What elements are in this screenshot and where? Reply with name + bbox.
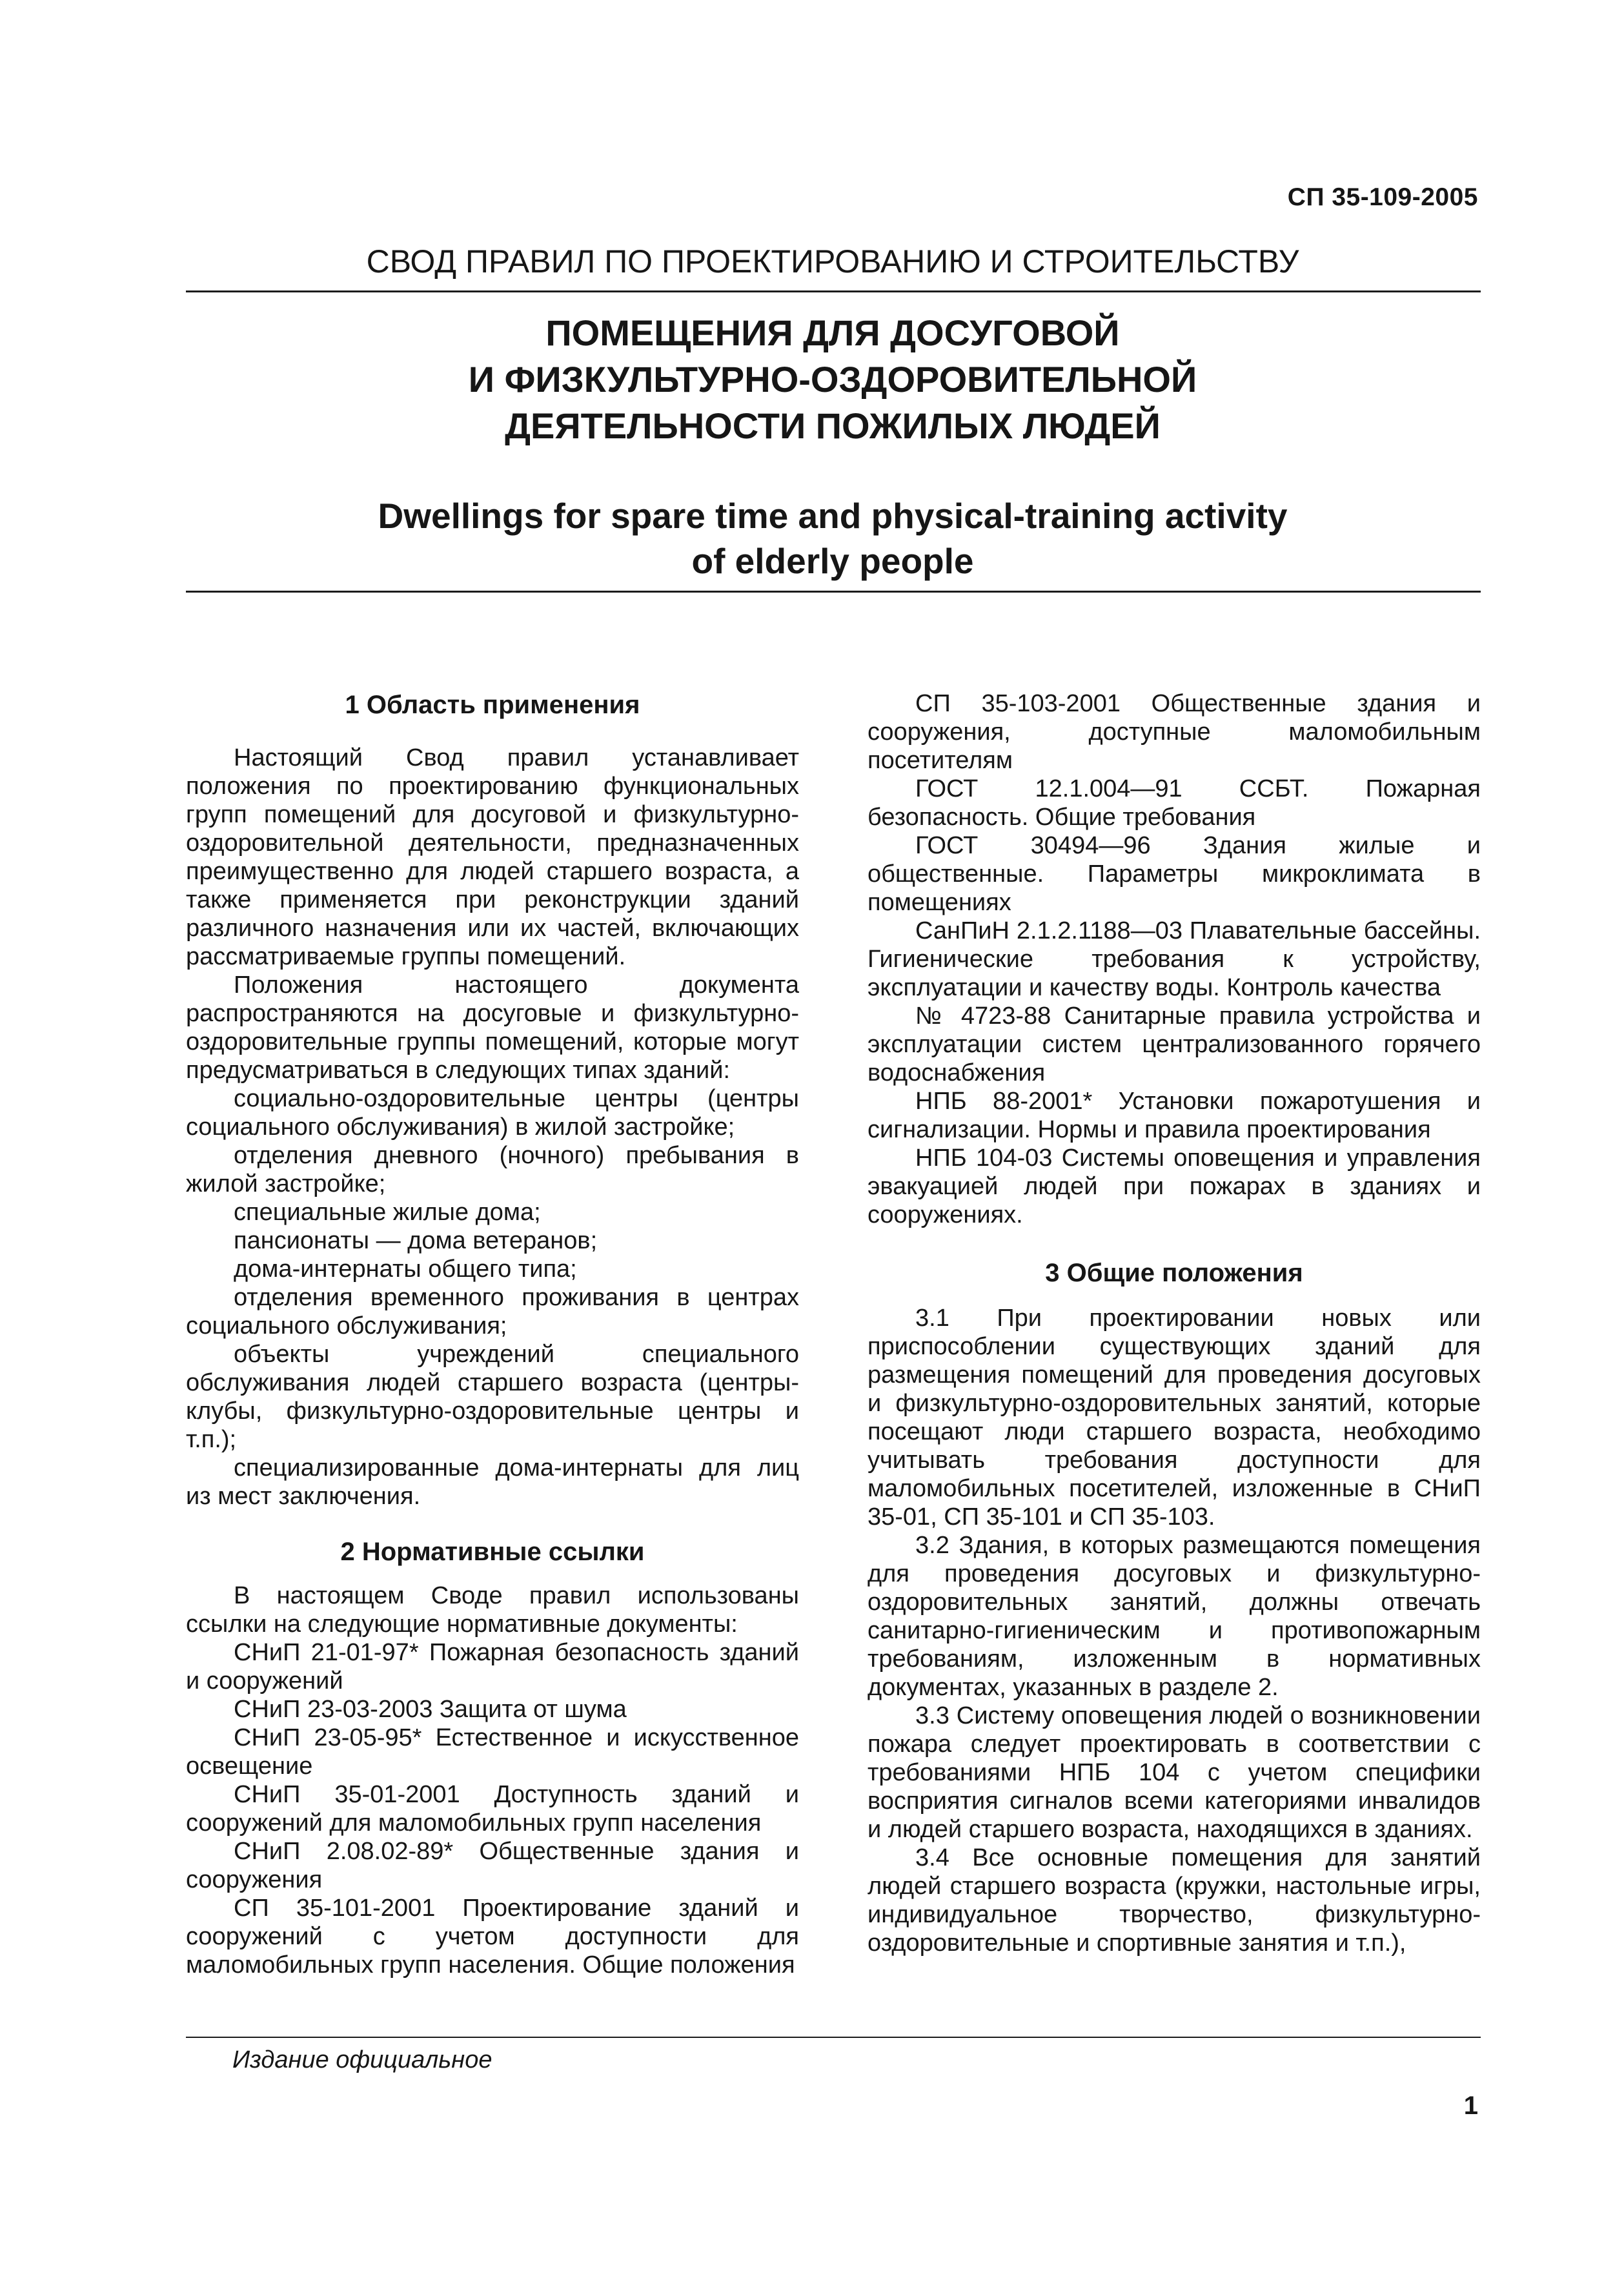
title-en-line: Dwellings for spare time and physical-training activity: [378, 496, 1288, 536]
reference-item: СНиП 35-01-2001 Доступность зданий и сооружений для маломобильных групп населения: [186, 1781, 799, 1837]
list-item: отделения временного проживания в центрах социального обслуживания;: [186, 1284, 799, 1339]
clause: 3.2 Здания, в которых размещаются помещения для проведения досуговых и физкультурно-оздоровительных занятий, должны отвечать санитарно-гигиеническим и противопожарным требованиям, изложенным в нормативных документах, указанных в разделе 2.: [868, 1532, 1481, 1701]
footer-divider: [186, 2037, 1481, 2038]
title-divider: [186, 591, 1481, 593]
title-english: [187, 493, 1478, 584]
reference-item: СНиП 2.08.02-89* Общественные здания и сооружения: [186, 1838, 799, 1893]
list-item: объекты учреждений специального обслуживания людей старшего возраста (центры-клубы, физкультурно-оздоровительные центры и т.п.);: [186, 1341, 799, 1453]
reference-item: СНиП 23-03-2003 Защита от шума: [234, 1696, 627, 1723]
paragraph: Настоящий Свод правил устанавливает положения по проектированию функциональных групп помещений для досуговой и физкультурно-оздоровительной деятельности, предназначенных преимущественно для людей старшего возраста, а также применяется при реконструкции зданий различного назначения или их частей, включающих рассматриваемые группы помещений.: [186, 744, 799, 970]
title-en-line: of elderly people: [691, 541, 974, 581]
reference-item: СП 35-103-2001 Общественные здания и сооружения, доступные маломобильным посетителям: [868, 690, 1481, 774]
title-ru-line: ДЕЯТЕЛЬНОСТИ ПОЖИЛЫХ ЛЮДЕЙ: [505, 405, 1161, 446]
reference-item: СНиП 23-05-95* Естественное и искусственное освещение: [186, 1724, 799, 1780]
page-number: 1: [1463, 2092, 1478, 2120]
list-item: социально-оздоровительные центры (центры социального обслуживания) в жилой застройке;: [186, 1085, 799, 1141]
clause: 3.1 При проектировании новых или приспособлении существующих зданий для размещения помещений для проведения досуговых и физкультурно-оздоровительных занятий, которые посещают люди старшего возраста, необходимо учитывать требования доступности для маломобильных посетителей, изложенные в СНиП 35-01, СП 35-101 и СП 35-103.: [868, 1305, 1481, 1531]
right-column: [868, 689, 1481, 1957]
list-item: специальные жилые дома;: [234, 1199, 541, 1226]
section-2-heading: 2 Нормативные ссылки: [340, 1538, 645, 1566]
paragraph: В настоящем Своде правил использованы ссылки на следующие нормативные документы:: [186, 1582, 799, 1638]
reference-item: НПБ 104-03 Системы оповещения и управления эвакуацией людей при пожарах в зданиях и сооружениях.: [868, 1145, 1481, 1228]
reference-item: СНиП 21-01-97* Пожарная безопасность зданий и сооружений: [186, 1639, 799, 1695]
series-title: СВОД ПРАВИЛ ПО ПРОЕКТИРОВАНИЮ И СТРОИТЕЛЬСТВУ: [366, 243, 1299, 280]
clause: 3.4 Все основные помещения для занятий людей старшего возраста (кружки, настольные игры, индивидуальное творчество, физкультурно-оздоровительные и спортивные занятия и т.п.),: [868, 1844, 1481, 1957]
header-divider: [186, 290, 1481, 292]
section-1-heading: 1 Область применения: [345, 691, 640, 719]
list-item: дома-интернаты общего типа;: [234, 1256, 577, 1283]
clause: 3.3 Систему оповещения людей о возникновении пожара следует проектировать в соответствии с требованиями НПБ 104 с учетом специфики восприятия сигналов всеми категориями инвалидов и людей старшего возраста, находящихся в зданиях.: [868, 1702, 1481, 1843]
reference-item: СП 35-101-2001 Проектирование зданий и сооружений с учетом доступности для маломобильных групп населения. Общие положения: [186, 1895, 799, 1979]
reference-item: № 4723-88 Санитарные правила устройства и эксплуатации систем централизованного горячего водоснабжения: [868, 1003, 1481, 1086]
building-types-list: [186, 1084, 799, 1511]
reference-item: СанПиН 2.1.2.1188—03 Плавательные бассейны. Гигиенические требования к устройству, эксплуатации и качеству воды. Контроль качества: [868, 917, 1481, 1001]
list-item: отделения дневного (ночного) пребывания в жилой застройке;: [186, 1142, 799, 1197]
list-item: пансионаты — дома ветеранов;: [234, 1227, 598, 1254]
title-russian: [187, 310, 1478, 449]
reference-item: ГОСТ 30494—96 Здания жилые и общественные. Параметры микроклимата в помещениях: [868, 832, 1481, 916]
left-column: [186, 689, 799, 1979]
list-item: специализированные дома-интернаты для лиц из мест заключения.: [186, 1454, 799, 1510]
reference-item: НПБ 88-2001* Установки пожаротушения и сигнализации. Нормы и правила проектирования: [868, 1088, 1481, 1143]
title-ru-line: И ФИЗКУЛЬТУРНО-ОЗДОРОВИТЕЛЬНОЙ: [468, 359, 1197, 400]
document-code: СП 35-109-2005: [1287, 183, 1478, 211]
edition-note: Издание официальное: [232, 2046, 492, 2073]
reference-item: ГОСТ 12.1.004—91 ССБТ. Пожарная безопасность. Общие требования: [868, 775, 1481, 831]
title-ru-line: ПОМЕЩЕНИЯ ДЛЯ ДОСУГОВОЙ: [545, 312, 1120, 353]
paragraph: Положения настоящего документа распространяются на досуговые и физкультурно-оздоровительные группы помещений, которые могут предусматриваться в следующих типах зданий:: [186, 972, 799, 1084]
section-3-heading: 3 Общие положения: [1045, 1259, 1303, 1287]
